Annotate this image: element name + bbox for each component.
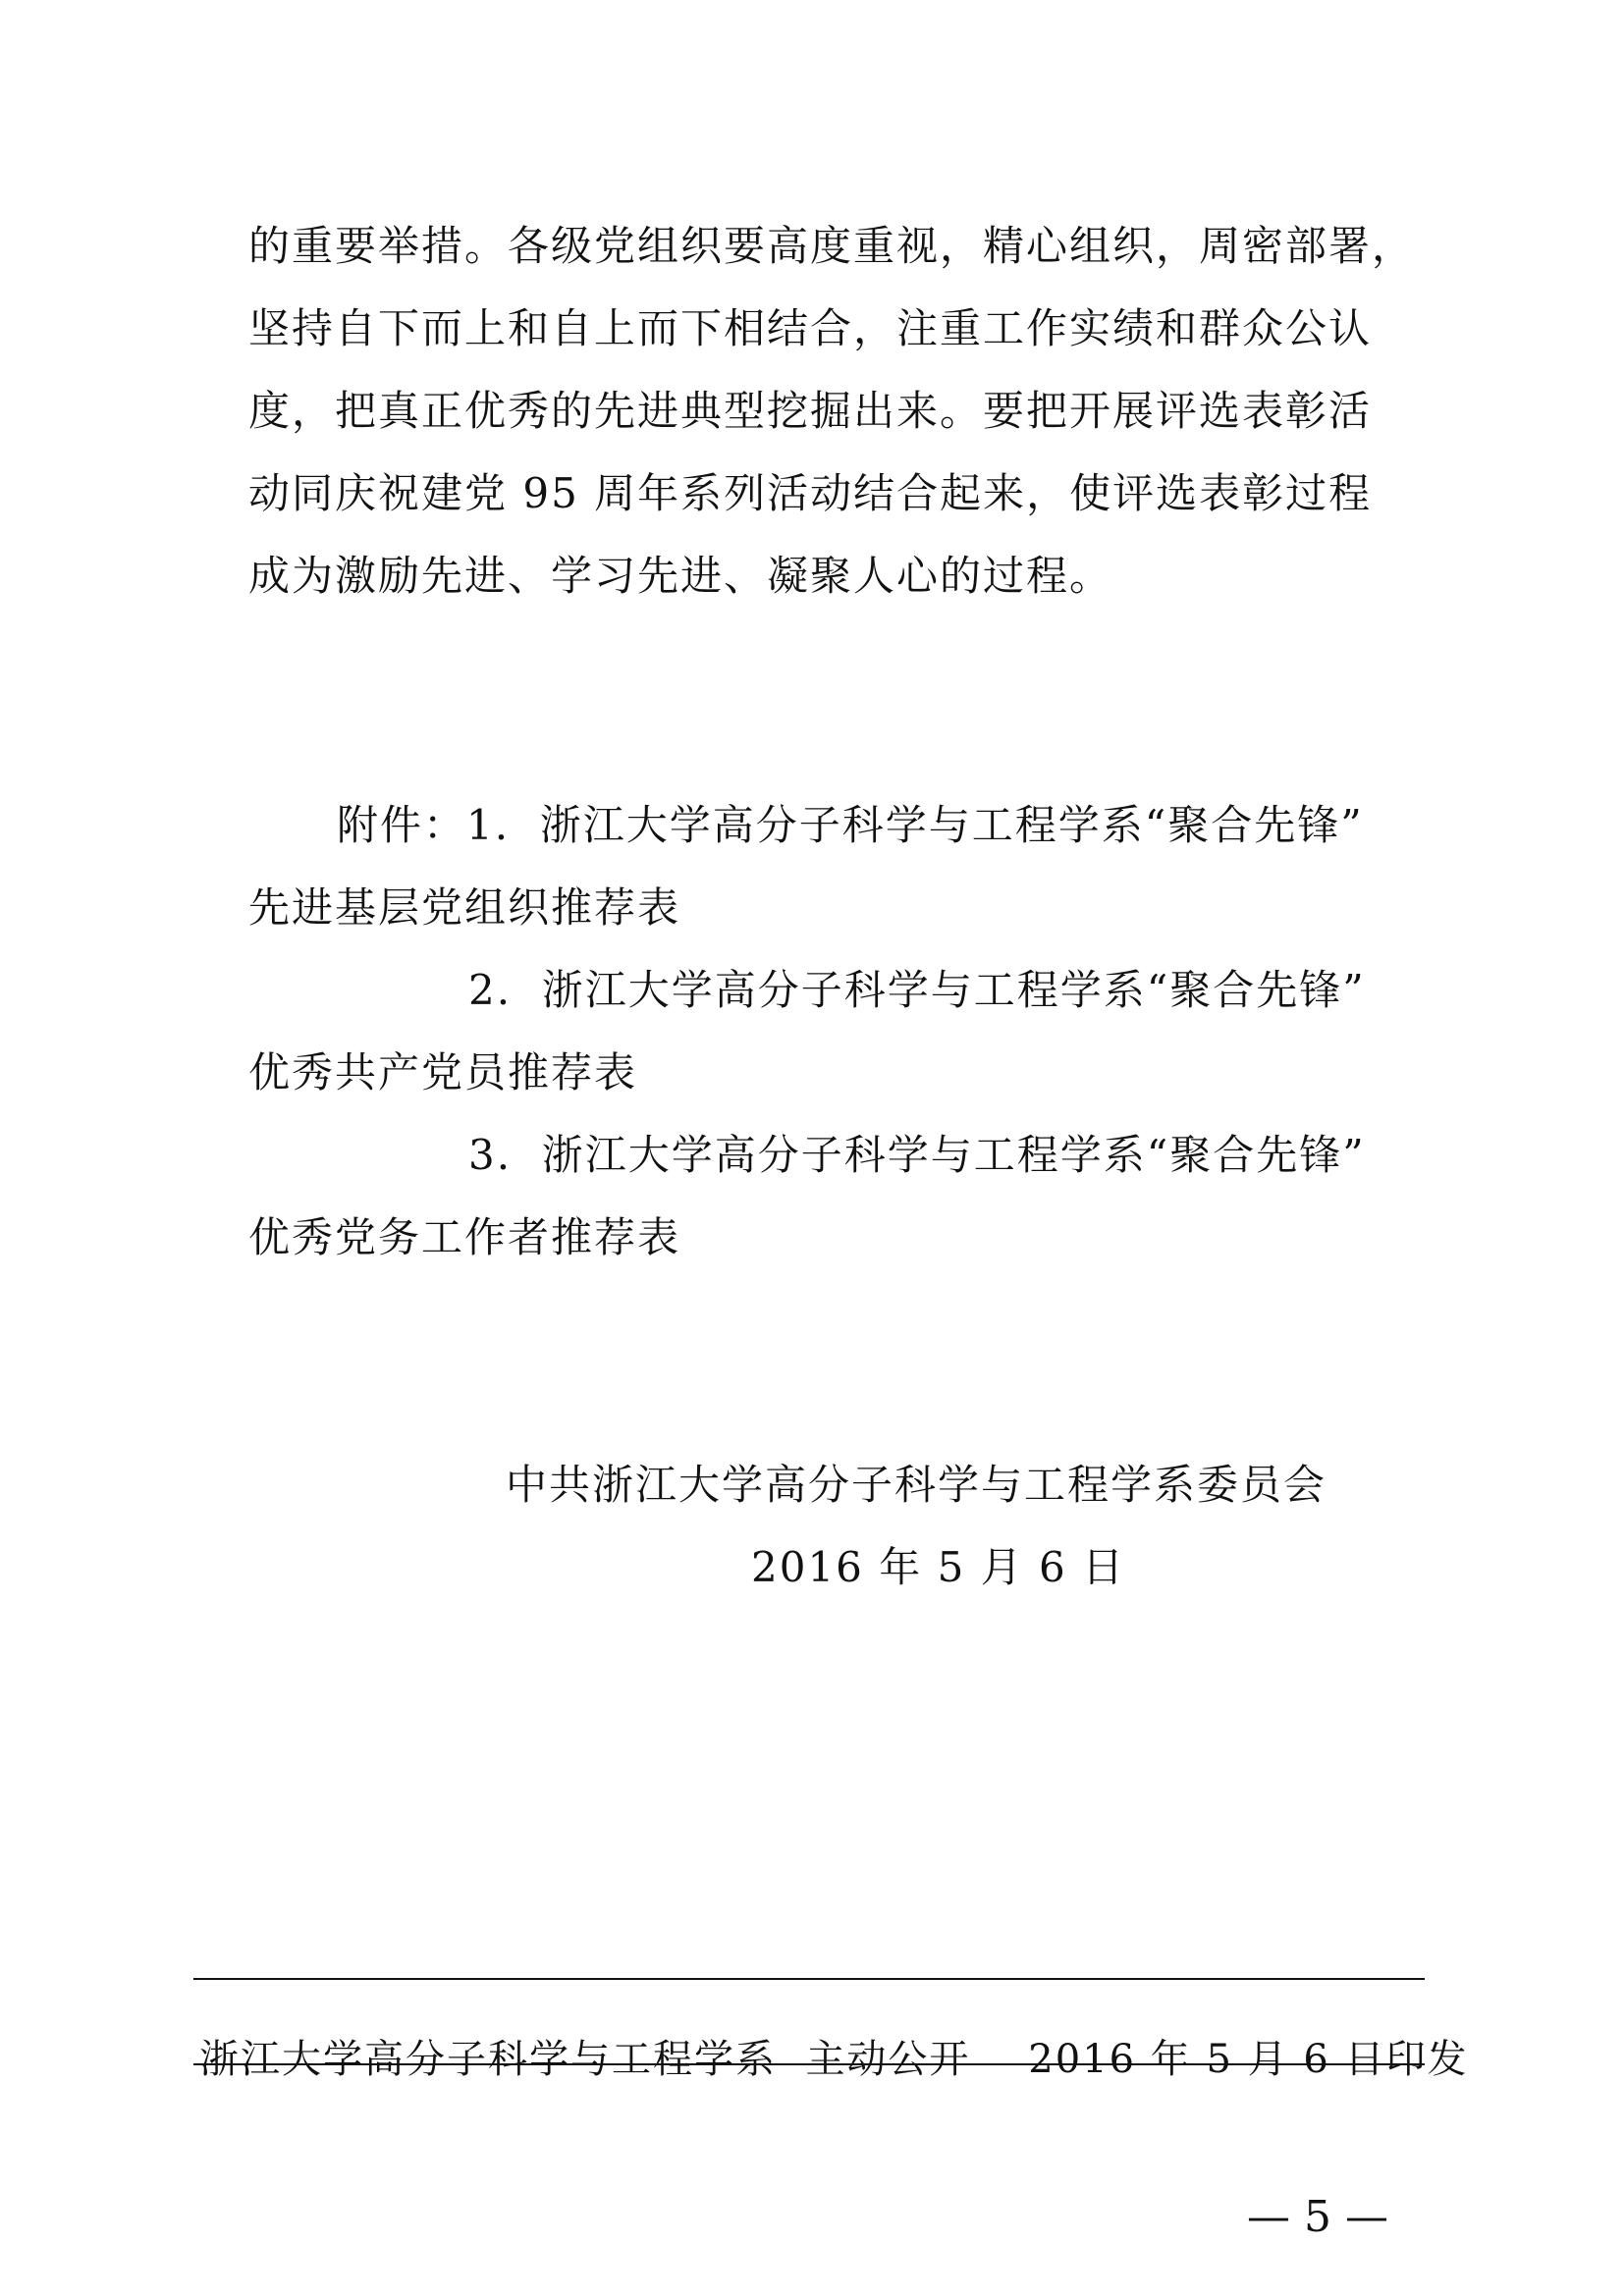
footer-issue-date: 2016 年 5 月 6 日印发 (1028, 2037, 1469, 2082)
issue-date: 2016 年 5 月 6 日 (751, 1543, 1126, 1591)
attachment-title-continued: 优秀共产党员推荐表 (248, 1048, 638, 1096)
attachment-item-1 (337, 797, 1364, 854)
paragraph-line: 成为激励先进、学习先进、凝聚人心的过程。 (248, 552, 1113, 600)
paragraph-line: 坚持自下而上和自上而下相结合，注重工作实绩和群众公认 (248, 304, 1373, 352)
attachment-number: 2. (468, 966, 513, 1014)
attachment-number: 3. (468, 1131, 513, 1179)
footer-bottom-rule (193, 2063, 1425, 2065)
paragraph-line: 动同庆祝建党 95 周年系列活动结合起来，使评选表彰过程 (248, 469, 1373, 517)
attachment-item-3 (468, 1127, 1366, 1184)
attachment-number: 1. (466, 801, 511, 849)
footer-disclosure: 主动公开 (805, 2037, 971, 2082)
issuing-organization: 中共浙江大学高分子科学与工程学系委员会 (506, 1461, 1327, 1509)
attachment-title: 浙江大学高分子科学与工程学系“聚合先锋” (539, 801, 1364, 849)
footer-top-rule (193, 1978, 1425, 1980)
attachment-title-continued: 先进基层党组织推荐表 (248, 883, 681, 932)
paragraph-line: 度，把真正优秀的先进典型挖掘出来。要把开展评选表彰活 (248, 387, 1373, 435)
attachment-title: 浙江大学高分子科学与工程学系“聚合先锋” (541, 1131, 1366, 1179)
page-number: — 5 — (1247, 2192, 1388, 2242)
footer-issuer: 浙江大学高分子科学与工程学系 (199, 2037, 777, 2082)
paragraph-line: 的重要举措。各级党组织要高度重视，精心组织，周密部署， (248, 222, 1416, 270)
footer-record (199, 2031, 1469, 2088)
attachment-title-continued: 优秀党务工作者推荐表 (248, 1213, 681, 1261)
attachment-item-2 (468, 962, 1366, 1019)
attachments-label: 附件： (337, 801, 467, 849)
attachment-title: 浙江大学高分子科学与工程学系“聚合先锋” (541, 966, 1366, 1014)
